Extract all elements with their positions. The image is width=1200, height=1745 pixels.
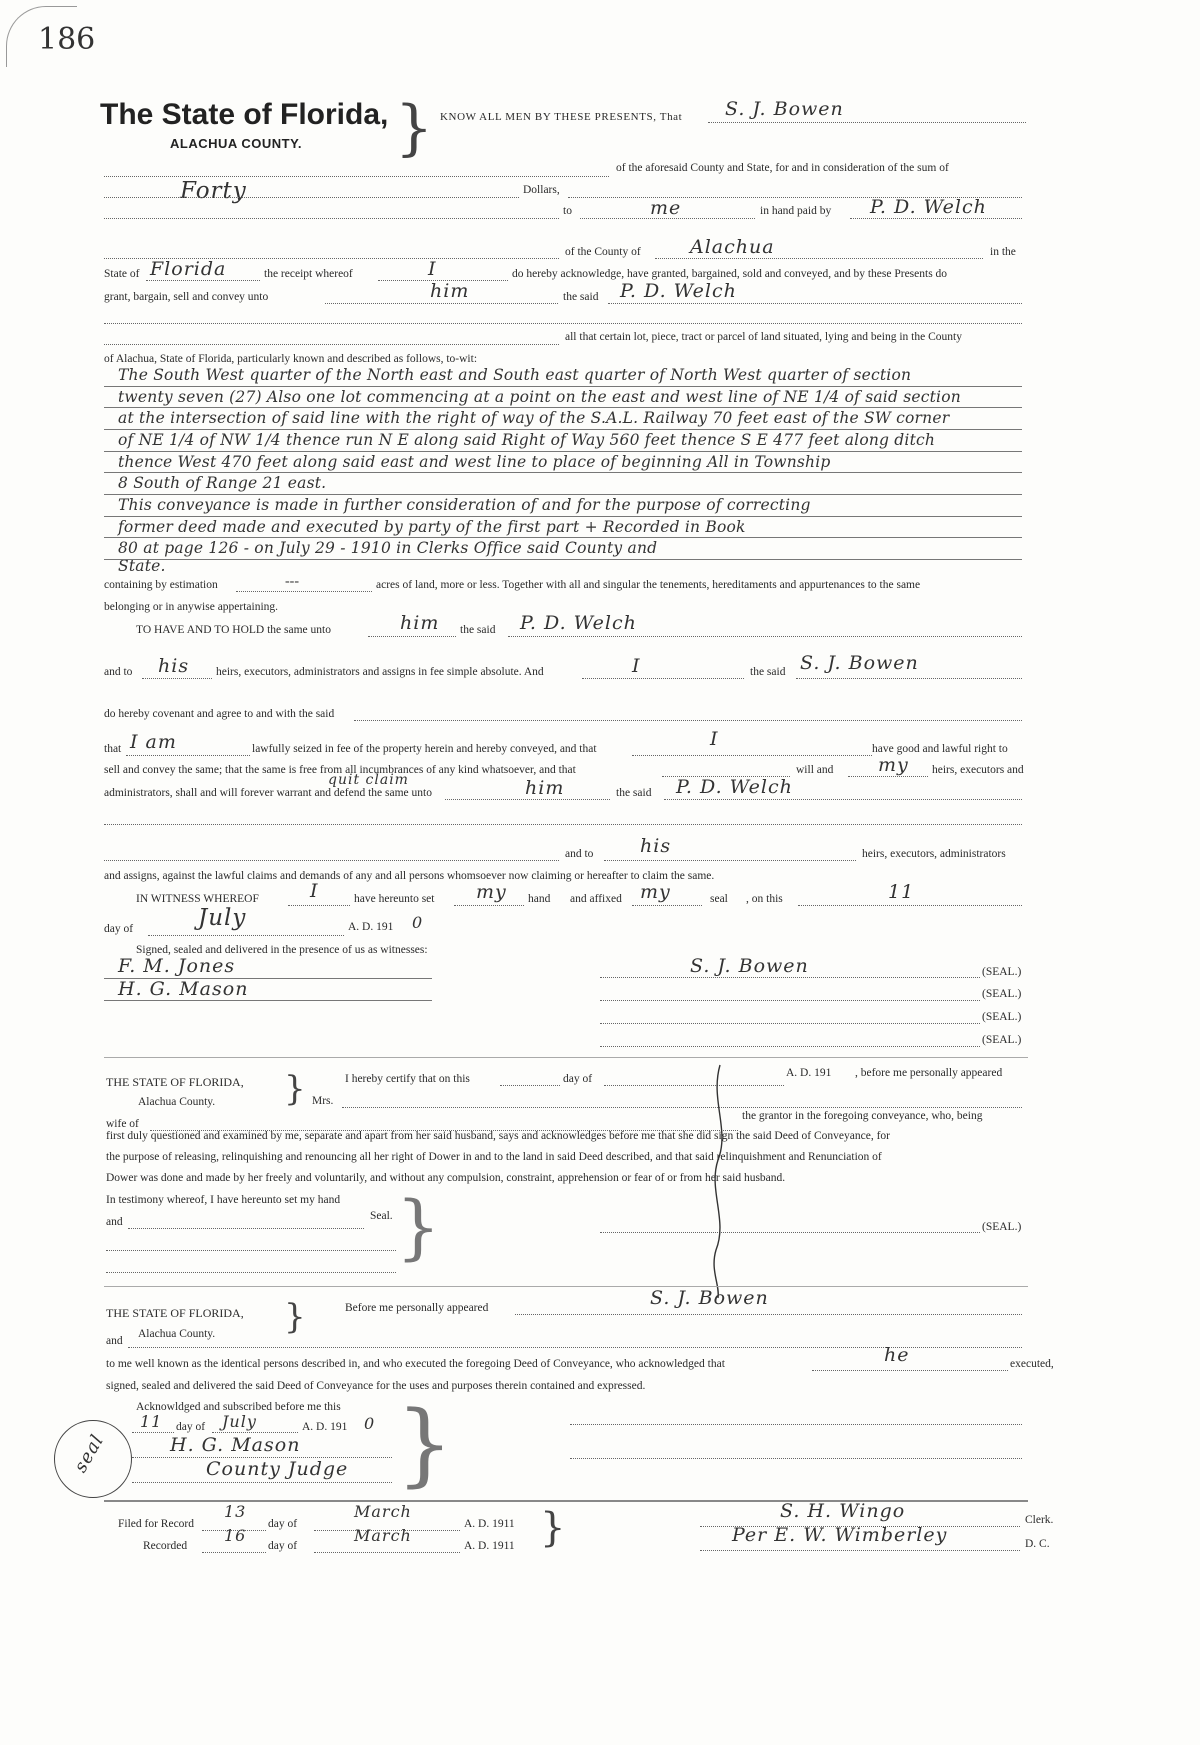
witness-day: 11: [888, 881, 915, 903]
ack-officer-title: County Judge: [206, 1458, 349, 1480]
dower-line-1: first duly questioned and examined by me, separate and apart from her said husband, says and acknowledges before me that she did sign the said Deed of Conveyance, for: [106, 1130, 890, 1142]
ack-month: July: [222, 1412, 257, 1431]
acres-value: ---: [285, 574, 299, 589]
dollars-label: Dollars,: [523, 184, 560, 196]
dower-wife-of: wife of: [106, 1118, 139, 1130]
paid-by-label: in hand paid by: [760, 205, 832, 217]
paid-by-name: P. D. Welch: [870, 196, 987, 218]
seal-1: (SEAL.): [982, 966, 1022, 978]
witness-person: I: [310, 880, 319, 902]
clerk-signature: S. H. Wingo: [780, 1500, 906, 1522]
dower-state: THE STATE OF FLORIDA,: [106, 1075, 244, 1089]
heirs-exec-text: heirs, executors and: [932, 764, 1024, 776]
filed-label: Filed for Record: [118, 1518, 195, 1530]
the-said-3: the said: [616, 787, 652, 799]
ack-year-digit: 0: [364, 1414, 376, 1433]
seal-4: (SEAL.): [982, 1034, 1022, 1046]
witness-day-of: day of: [104, 923, 134, 935]
land-text-2: of Alachua, State of Florida, particularly known and described as follows, to-wit:: [104, 353, 478, 365]
ack-pronoun: he: [884, 1344, 910, 1366]
dower-bracket: }: [284, 1069, 306, 1109]
receipt-label: the receipt whereof: [264, 268, 353, 280]
ack-before: Before me personally appeared: [345, 1302, 489, 1314]
witness-2: H. G. Mason: [118, 978, 249, 1000]
witness-1: F. M. Jones: [118, 955, 236, 977]
amount: Forty: [180, 178, 247, 204]
ack-officer: H. G. Mason: [170, 1434, 301, 1456]
strike-through-line: [690, 1060, 750, 1300]
to-label: to: [563, 205, 572, 217]
witness-ad: A. D. 191: [348, 921, 394, 933]
habendum-person: I: [632, 655, 641, 677]
dower-seal: Seal.: [370, 1210, 393, 1222]
and-to-label: and to: [104, 666, 133, 678]
dower-line-2: the purpose of releasing, relinquishing and renouncing all her right of Dower in and to the land in said Deed described, and that said relinquishment and Renunciation of: [106, 1151, 882, 1163]
ack-bracket-2: }: [396, 1392, 454, 1497]
document-title: The State of Florida,: [100, 98, 389, 131]
ack-and: and: [106, 1335, 123, 1347]
filed-month: March: [354, 1502, 412, 1521]
description-line: State.: [118, 557, 166, 575]
belonging-text: belonging or in anywise appertaining.: [104, 601, 279, 613]
admin-text: administrators, shall and will forever warrant and defend the same unto: [104, 787, 432, 799]
ack-person: S. J. Bowen: [650, 1287, 769, 1309]
and-to-2: and to: [565, 848, 594, 860]
sell-text: sell and convey the same; that the same is free from all incumbrances of any kind whatsoever, and that: [104, 764, 576, 776]
description-line: at the intersection of said line with the right of way of the S.A.L. Railway 70 feet east of the SW corner: [118, 409, 950, 427]
heirs-text: heirs, executors, administrators and assigns in fee simple absolute. And: [216, 666, 544, 678]
consideration-text: of the aforesaid County and State, for and in consideration of the sum of: [616, 162, 949, 174]
description-line: twenty seven (27) Also one lot commencing at a point on the east and west line of NE 1/4 of said section: [118, 388, 961, 406]
page-number: 186: [38, 22, 96, 57]
habendum-pronoun-1: him: [400, 612, 440, 634]
dc-label: D. C.: [1025, 1538, 1050, 1550]
ack-county: Alachua County.: [138, 1328, 216, 1340]
filed-day-of: day of: [268, 1518, 298, 1530]
dower-and: and: [106, 1216, 123, 1228]
witness-year-digit: 0: [412, 913, 424, 932]
the-said-2: the said: [750, 666, 786, 678]
dower-mrs: Mrs.: [312, 1095, 334, 1107]
habendum-pronoun-4: his: [640, 835, 672, 857]
description-line: 80 at page 126 - on July 29 - 1910 in Clerks Office said County and: [118, 539, 658, 557]
ack-line-1: to me well known as the identical persons described in, and who executed the foregoing Deed of Conveyance, who acknowledged that: [106, 1358, 725, 1370]
dower-county: Alachua County.: [138, 1096, 216, 1108]
habendum-text: TO HAVE AND TO HOLD the same unto: [136, 624, 331, 636]
seal-label: seal: [710, 893, 728, 905]
on-this-label: , on this: [746, 893, 783, 905]
recorded-day: 16: [224, 1526, 247, 1545]
habendum-the-said: the said: [460, 624, 496, 636]
ack-state: THE STATE OF FLORIDA,: [106, 1306, 244, 1320]
state-of-label: State of: [104, 268, 140, 280]
description-line: This conveyance is made in further consideration of and for the purpose of correcting: [118, 496, 811, 514]
seal-3: (SEAL.): [982, 1011, 1022, 1023]
containing-label: containing by estimation: [104, 579, 218, 591]
seized-text: lawfully seized in fee of the property herein and hereby conveyed, and that: [252, 743, 597, 755]
ack-executed: executed,: [1010, 1358, 1054, 1370]
habendum-grantee: P. D. Welch: [520, 612, 637, 634]
seal-2: (SEAL.): [982, 988, 1022, 1000]
good-right-text: have good and lawful right to: [872, 743, 1008, 755]
hand-label: hand: [528, 893, 551, 905]
description-line: The South West quarter of the North east and South east quarter of North West quarter of section: [118, 366, 912, 384]
acknowledge-text: do hereby acknowledge, have granted, bargained, sold and conveyed, and by these Presents do: [512, 268, 948, 280]
dower-certify: I hereby certify that on this: [345, 1073, 470, 1085]
witness-text: IN WITNESS WHEREOF: [136, 893, 259, 905]
seal-stamp: [54, 1420, 132, 1498]
habendum-my: my: [878, 754, 909, 776]
acres-text: acres of land, more or less. Together with all and singular the tenements, hereditaments and appurtenances to the same: [376, 579, 921, 591]
land-text-1: all that certain lot, piece, tract or parcel of land situated, lying and being in the County: [565, 331, 962, 343]
recipient: me: [650, 197, 682, 219]
grantor-name: S. J. Bowen: [725, 98, 844, 120]
habendum-person-2: I: [710, 728, 719, 750]
state-name: Florida: [150, 258, 227, 280]
county-heading: ALACHUA COUNTY.: [170, 136, 302, 151]
recorded-month: March: [354, 1526, 412, 1545]
habendum-pronoun-2: his: [158, 655, 190, 677]
grantee-pronoun: him: [430, 280, 470, 302]
of-county-label: of the County of: [565, 246, 641, 258]
dower-seal-label: (SEAL.): [982, 1221, 1022, 1233]
dower-ad: A. D. 191: [786, 1067, 832, 1079]
witness-month: July: [198, 905, 247, 931]
grantor-signature: S. J. Bowen: [690, 955, 809, 977]
habendum-pronoun-3: him: [525, 777, 565, 799]
will-and-label: will and: [796, 764, 834, 776]
habendum-am: I am: [130, 731, 177, 753]
dower-grantor-text: the grantor in the foregoing conveyance, who, being: [742, 1110, 983, 1122]
description-line: former deed made and executed by party of the first part + Recorded in Book: [118, 518, 746, 536]
description-line: of NE 1/4 of NW 1/4 thence run N E along said Right of Way 560 feet thence S E 477 feet along ditch: [118, 431, 936, 449]
ack-line-2: signed, sealed and delivered the said Deed of Conveyance for the uses and purposes therein contained and expressed.: [106, 1380, 646, 1392]
filed-day: 13: [224, 1502, 247, 1521]
header-bracket: }: [395, 93, 434, 163]
witness-my-2: my: [640, 881, 671, 903]
county-name: Alachua: [690, 236, 775, 258]
habendum-grantor: S. J. Bowen: [800, 652, 919, 674]
in-the-label: in the: [990, 246, 1016, 258]
ack-day: 11: [140, 1412, 163, 1431]
recorded-day-of: day of: [268, 1540, 298, 1552]
dower-line-3: Dower was done and made by her freely and voluntarily, and without any compulsion, constraint, apprehension or fear of or from her said husband.: [106, 1172, 786, 1184]
grantee-name: P. D. Welch: [620, 280, 737, 302]
ack-day-of: day of: [176, 1421, 206, 1433]
dower-testimony: In testimony whereof, I have hereunto set my hand: [106, 1194, 341, 1206]
the-said-label: the said: [563, 291, 599, 303]
description-line: thence West 470 feet along said east and west line to place of beginning All in Township: [118, 453, 831, 471]
ack-subscribed: Acknowldged and subscribed before me this: [136, 1401, 341, 1413]
witness-my-1: my: [476, 881, 507, 903]
recorded-ad: A. D. 1911: [464, 1540, 515, 1552]
signed-text: Signed, sealed and delivered in the presence of us as witnesses:: [136, 944, 428, 956]
covenant-text: do hereby covenant and agree to and with the said: [104, 708, 335, 720]
assigns-text: and assigns, against the lawful claims and demands of any and all persons whomsoever now claiming or hereafter to claim the same.: [104, 870, 715, 882]
intro-text: KNOW ALL MEN BY THESE PRESENTS, That: [440, 111, 683, 123]
dower-before: , before me personally appeared: [855, 1067, 1003, 1079]
habendum-grantee-3: P. D. Welch: [676, 776, 793, 798]
recorded-label: Recorded: [143, 1540, 188, 1552]
record-bracket: }: [540, 1505, 566, 1551]
affixed-label: and affixed: [570, 893, 622, 905]
receipt-person: I: [428, 258, 437, 280]
ack-bracket: }: [284, 1297, 306, 1337]
deputy-signature: Per E. W. Wimberley: [732, 1524, 948, 1546]
dower-day-of: day of: [563, 1073, 593, 1085]
clerk-label: Clerk.: [1025, 1514, 1054, 1526]
have-set-label: have hereunto set: [354, 893, 435, 905]
quitclaim-note: quit claim: [328, 772, 409, 788]
grant-text: grant, bargain, sell and convey unto: [104, 291, 269, 303]
that-label: that: [104, 743, 122, 755]
filed-ad: A. D. 1911: [464, 1518, 515, 1530]
description-line: 8 South of Range 21 east.: [118, 474, 327, 492]
seal-stamp-text: seal: [70, 1430, 109, 1477]
dower-bracket-2: }: [396, 1186, 441, 1268]
ack-ad: A. D. 191: [302, 1421, 348, 1433]
heirs-exec-2: heirs, executors, administrators: [862, 848, 1006, 860]
